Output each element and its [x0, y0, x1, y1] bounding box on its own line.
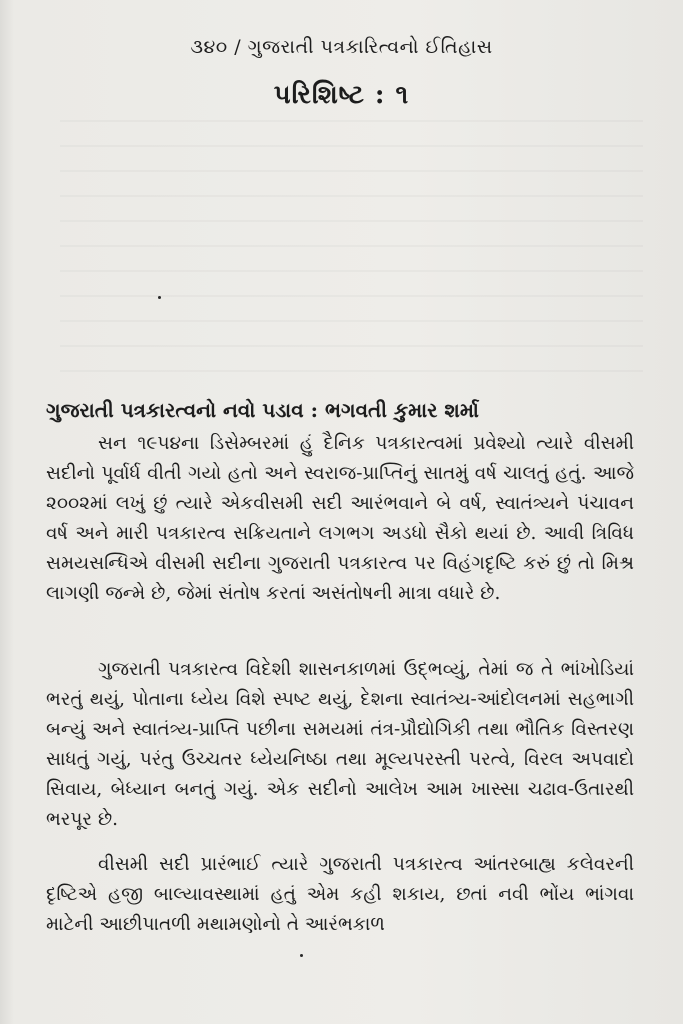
paragraph-3 — [46, 850, 634, 940]
paragraph-2 — [46, 655, 634, 835]
ink-speck — [300, 954, 303, 957]
ink-speck — [158, 296, 161, 299]
show-through-text — [60, 120, 643, 380]
paragraph-text: ગુજરાતી પત્રકારત્વ વિદેશી શાસનકાળમાં ઉદ્ભવ્યું, તેમાં જ તે ભાંખોડિયાં ભરતું થયું, પોતાના ધ્યેય વિશે સ્પષ્ટ થયું, દેશના સ્વાતંત્ર્ય-આંદોલનમાં સહભાગી બન્યું અને સ્વાતંત્ર્ય-પ્રાપ્તિ પછીના સમયમાં તંત્ર-પ્રૌદ્યોગિકી તથા ભૌતિક વિસ્તરણ સાધતું ગયું, પરંતુ ઉચ્ચતર ધ્યેયનિષ્ઠા તથા મૂલ્યપરસ્તી પરત્વે, વિરલ અપવાદો સિવાય, બેધ્યાન બનતું ગયું. એક સદીનો આલેખ આમ ખાસ્સા ચઢાવ-ઉતારથી ભરપૂર છે. — [46, 659, 634, 830]
running-header: ૩૪૦ / ગુજરાતી પત્રકારિત્વનો ઈતિહાસ — [190, 36, 493, 58]
article-title: ગુજરાતી પત્રકારત્વનો નવો પડાવ : ભગવતી કુમાર શર્મા — [46, 398, 479, 422]
paragraph-text: વીસમી સદી પ્રારંભાઈ ત્યારે ગુજરાતી પત્રકારત્વ આંતરબાહ્ય કલેવરની દૃષ્ટિએ હજી બાલ્યાવસ્થામાં હતું એમ કહી શકાય, છતાં નવી ભોંય ભાંગવા માટેની આછીપાતળી મથામણોનો તે આરંભકાળ — [46, 854, 634, 935]
paragraph-1 — [46, 429, 634, 609]
appendix-title: પરિશિષ્ટ : ૧ — [273, 80, 410, 110]
paragraph-text: સન ૧૯૫૪ના ડિસેમ્બરમાં હું દૈનિક પત્રકારત્વમાં પ્રવેશ્યો ત્યારે વીસમી સદીનો પૂર્વાર્ધ વીતી ગયો હતો અને સ્વરાજ-પ્રાપ્તિનું સાતમું વર્ષ ચાલતું હતું. આજે ૨૦૦૨માં લખું છું ત્યારે એકવીસમી સદી આરંભવાને બે વર્ષ, સ્વાતંત્ર્યને પંચાવન વર્ષ અને મારી પત્રકારત્વ સક્રિયતાને લગભગ અડધો સૈકો થયાં છે. આવી ત્રિવિધ સમયસન્ધિએ વીસમી સદીના ગુજરાતી પત્રકારત્વ પર વિહંગદૃષ્ટિ કરું છું તો મિશ્ર લાગણી જન્મે છે, જેમાં સંતોષ કરતાં અસંતોષની માત્રા વધારે છે. — [46, 433, 634, 604]
